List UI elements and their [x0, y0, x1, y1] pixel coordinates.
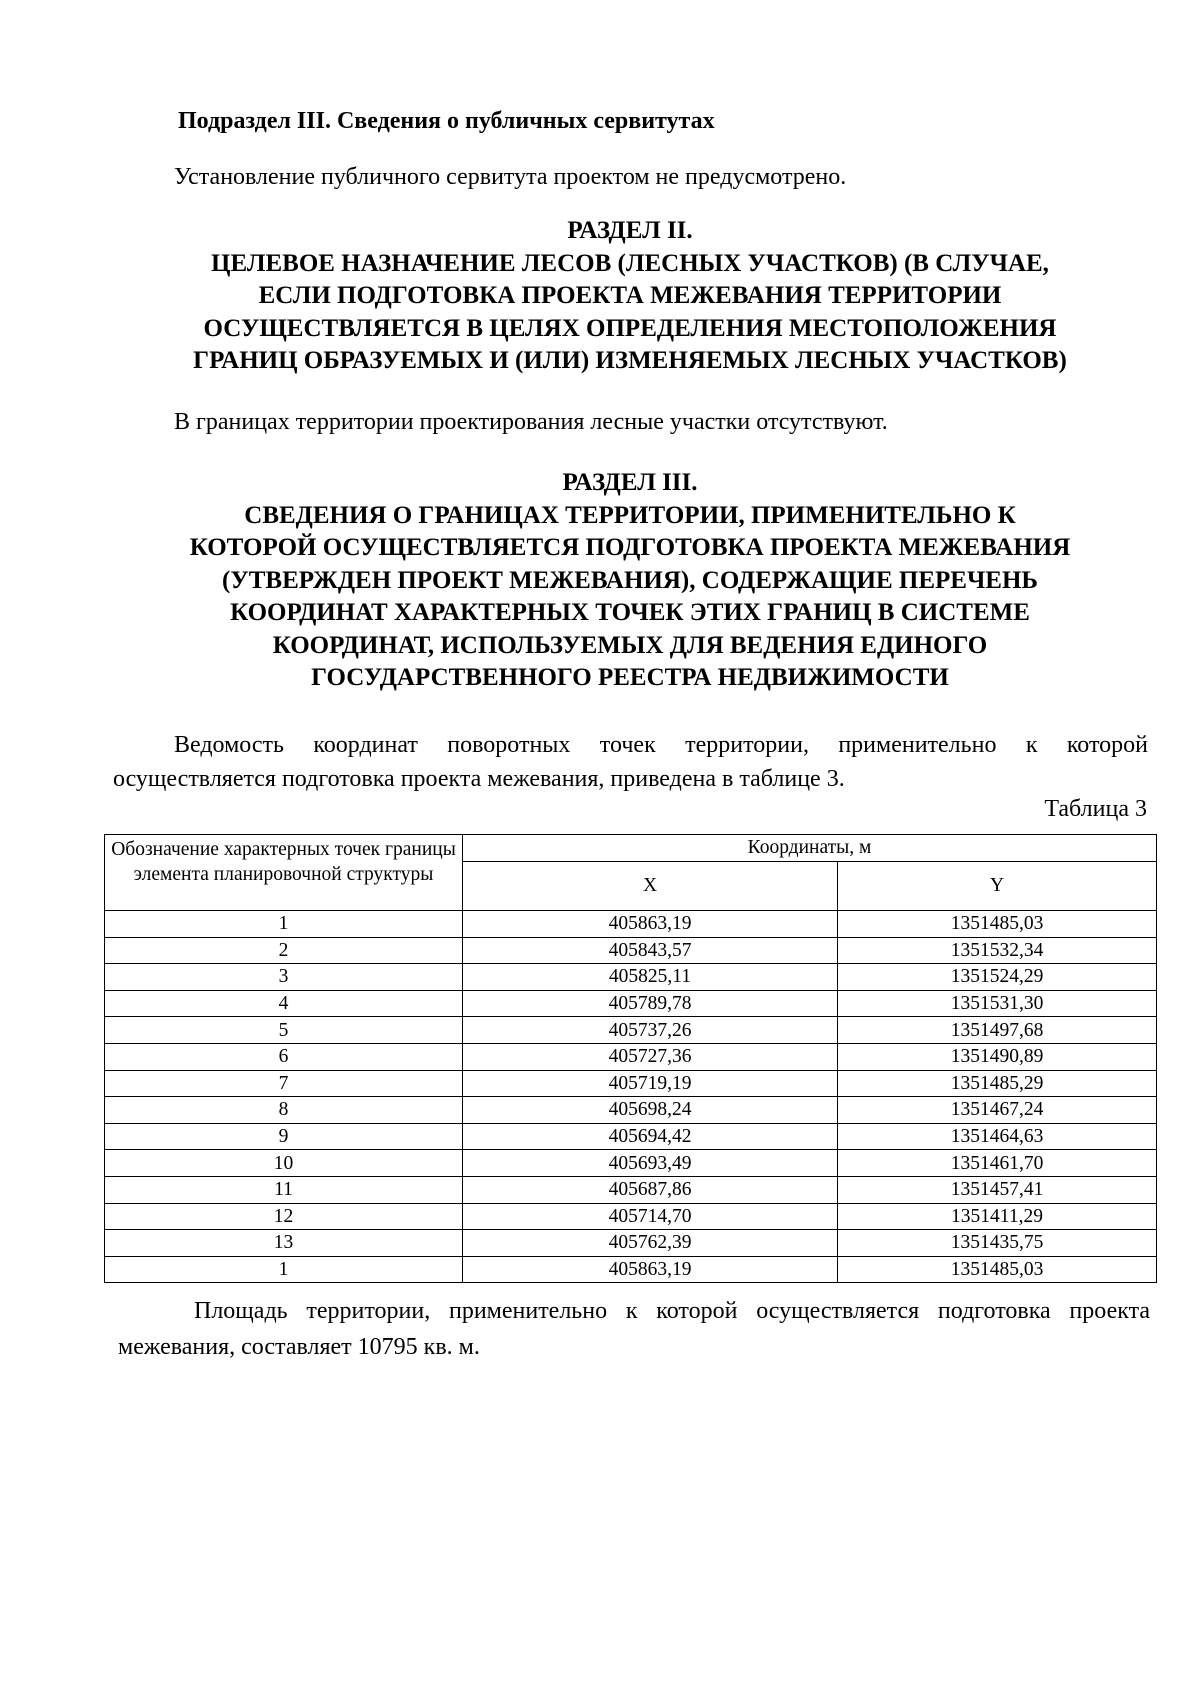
y-coordinate-cell: 1351461,70	[838, 1150, 1157, 1177]
header-y: Y	[838, 862, 1157, 911]
y-coordinate-cell: 1351524,29	[838, 964, 1157, 991]
x-coordinate-cell: 405694,42	[463, 1123, 838, 1150]
section-3-heading-line: РАЗДЕЛ III.	[562, 469, 698, 496]
section-2-heading-line: ЦЕЛЕВОЕ НАЗНАЧЕНИЕ ЛЕСОВ (ЛЕСНЫХ УЧАСТКОВ) (В СЛУЧАЕ,	[211, 249, 1049, 277]
point-number-cell: 13	[105, 1230, 463, 1257]
section-3-heading-line: СВЕДЕНИЯ О ГРАНИЦАХ ТЕРРИТОРИИ, ПРИМЕНИТЕЛЬНО К	[244, 501, 1016, 529]
servitude-paragraph: Установление публичного сервитута проектом не предусмотрено.	[174, 164, 847, 190]
y-coordinate-cell: 1351485,03	[838, 1256, 1157, 1283]
section-3-heading	[110, 467, 1150, 695]
table-caption: Таблица 3	[1044, 796, 1147, 822]
table-row	[105, 1097, 1157, 1124]
table-row	[105, 1150, 1157, 1177]
x-coordinate-cell: 405762,39	[463, 1230, 838, 1257]
point-number-cell: 7	[105, 1070, 463, 1097]
section-3-heading-line: КОТОРОЙ ОСУЩЕСТВЛЯЕТСЯ ПОДГОТОВКА ПРОЕКТА МЕЖЕВАНИЯ	[189, 534, 1071, 561]
section-3-heading-line: КООРДИНАТ ХАРАКТЕРНЫХ ТОЧЕК ЭТИХ ГРАНИЦ В СИСТЕМЕ	[230, 599, 1030, 626]
table-row	[105, 911, 1157, 938]
table-row	[105, 1043, 1157, 1070]
section-2-heading-line: РАЗДЕЛ II.	[567, 217, 693, 244]
header-x: X	[463, 862, 838, 911]
x-coordinate-cell: 405863,19	[463, 1256, 838, 1283]
point-number-cell: 5	[105, 1017, 463, 1044]
point-number-cell: 9	[105, 1123, 463, 1150]
coordinates-table-body	[105, 911, 1157, 1283]
x-coordinate-cell: 405714,70	[463, 1203, 838, 1230]
point-number-cell: 3	[105, 964, 463, 991]
section-3-heading-line: (УТВЕРЖДЕН ПРОЕКТ МЕЖЕВАНИЯ), СОДЕРЖАЩИЕ ПЕРЕЧЕНЬ	[222, 566, 1038, 594]
y-coordinate-cell: 1351490,89	[838, 1043, 1157, 1070]
y-coordinate-cell: 1351531,30	[838, 990, 1157, 1017]
y-coordinate-cell: 1351435,75	[838, 1230, 1157, 1257]
point-number-cell: 12	[105, 1203, 463, 1230]
x-coordinate-cell: 405719,19	[463, 1070, 838, 1097]
y-coordinate-cell: 1351464,63	[838, 1123, 1157, 1150]
section-2-heading-line: ОСУЩЕСТВЛЯЕТСЯ В ЦЕЛЯХ ОПРЕДЕЛЕНИЯ МЕСТОПОЛОЖЕНИЯ	[203, 314, 1057, 342]
table-row	[105, 1256, 1157, 1283]
point-number-cell: 1	[105, 1256, 463, 1283]
y-coordinate-cell: 1351532,34	[838, 937, 1157, 964]
point-number-cell: 4	[105, 990, 463, 1017]
point-number-cell: 1	[105, 911, 463, 938]
forest-paragraph: В границах территории проектирования лесные участки отсутствуют.	[174, 409, 888, 435]
section-2-heading-line: ГРАНИЦ ОБРАЗУЕМЫХ И (ИЛИ) ИЗМЕНЯЕМЫХ ЛЕСНЫХ УЧАСТКОВ)	[193, 347, 1067, 374]
coords-intro-paragraph: Ведомость координат поворотных точек территории, применительно к которой осуществляется подготовка проекта межевания, приведена в таблице 3.	[113, 732, 1148, 792]
table-row	[105, 1017, 1157, 1044]
point-number-cell: 10	[105, 1150, 463, 1177]
section-2-heading	[110, 215, 1150, 378]
x-coordinate-cell: 405843,57	[463, 937, 838, 964]
point-number-cell: 6	[105, 1043, 463, 1070]
x-coordinate-cell: 405863,19	[463, 911, 838, 938]
table-row	[105, 964, 1157, 991]
point-number-cell: 8	[105, 1097, 463, 1124]
x-coordinate-cell: 405727,36	[463, 1043, 838, 1070]
header-coordinates: Координаты, м	[463, 835, 1157, 862]
point-number-cell: 2	[105, 937, 463, 964]
x-coordinate-cell: 405825,11	[463, 964, 838, 991]
y-coordinate-cell: 1351467,24	[838, 1097, 1157, 1124]
area-paragraph: Площадь территории, применительно к которой осуществляется подготовка проекта межевания, составляет 10795 кв. м.	[118, 1298, 1150, 1360]
table-row	[105, 1176, 1157, 1203]
point-number-cell: 11	[105, 1176, 463, 1203]
x-coordinate-cell: 405693,49	[463, 1150, 838, 1177]
table-row	[105, 990, 1157, 1017]
y-coordinate-cell: 1351457,41	[838, 1176, 1157, 1203]
y-coordinate-cell: 1351497,68	[838, 1017, 1157, 1044]
y-coordinate-cell: 1351485,29	[838, 1070, 1157, 1097]
table-row	[105, 1123, 1157, 1150]
coordinates-table	[104, 834, 1157, 1283]
section-2-heading-line: ЕСЛИ ПОДГОТОВКА ПРОЕКТА МЕЖЕВАНИЯ ТЕРРИТОРИИ	[258, 282, 1002, 309]
y-coordinate-cell: 1351485,03	[838, 911, 1157, 938]
table-row	[105, 1203, 1157, 1230]
section-3-heading-line: ГОСУДАРСТВЕННОГО РЕЕСТРА НЕДВИЖИМОСТИ	[311, 664, 949, 691]
x-coordinate-cell: 405698,24	[463, 1097, 838, 1124]
x-coordinate-cell: 405789,78	[463, 990, 838, 1017]
y-coordinate-cell: 1351411,29	[838, 1203, 1157, 1230]
x-coordinate-cell: 405687,86	[463, 1176, 838, 1203]
table-row	[105, 1070, 1157, 1097]
header-point-designation: Обозначение характерных точек границы элемента планировочной структуры	[105, 835, 463, 911]
x-coordinate-cell: 405737,26	[463, 1017, 838, 1044]
subsection-title: Подраздел III. Сведения о публичных сервитутах	[178, 108, 715, 134]
table-row	[105, 1230, 1157, 1257]
table-row	[105, 937, 1157, 964]
section-3-heading-line: КООРДИНАТ, ИСПОЛЬЗУЕМЫХ ДЛЯ ВЕДЕНИЯ ЕДИНОГО	[272, 631, 988, 659]
